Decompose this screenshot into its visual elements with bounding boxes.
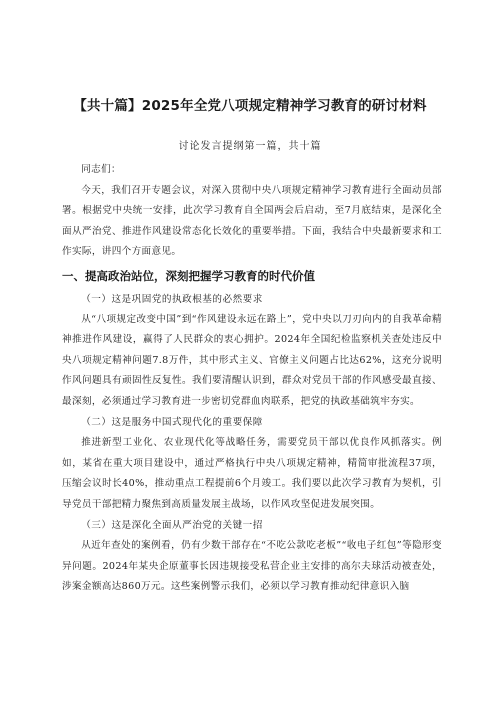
document-subtitle: 讨论发言提纲第一篇，共十篇 [178, 141, 322, 152]
greeting: 同志们： [81, 164, 121, 175]
intro-paragraph: 今天，我们召开专题会议，对深入贯彻中央八项规定精神学习教育进行全面动员部署。根据党中央统一安排，此次学习教育自全国两会后启动，至7月底结束，是深化全面从严治党、推进作风建设常态化长效化的重要举措。下面，我结合中央最新要求和工作实际，讲四个方面意见。 [62, 184, 442, 257]
document-body [62, 160, 442, 598]
section-1-heading: 一、提高政治站位，深刻把握学习教育的时代价值 [62, 268, 315, 283]
subsection-3-heading: （三）这是深化全面从严治党的关键一招 [81, 520, 263, 531]
subsection-1-heading: （一）这是巩固党的执政根基的必然要求 [81, 293, 263, 305]
subsection-2-heading: （二）这是服务中国式现代化的重要保障 [81, 417, 263, 428]
document-title: 【共十篇】2025年全党八项规定精神学习教育的研讨材料 [73, 98, 427, 114]
subsection-2-paragraph: 推进新型工业化、农业现代化等战略任务，需要党员干部以优良作风抓落实。例如，某省在重大项目建设中，通过严格执行中央八项规定精神，精简审批流程37项，压缩会议时长40%，推动重点工程提前6个月竣工。我们要以此次学习教育为契机，引导党员干部把精力聚焦到高质量发展主战场，以作风攻坚促进发展突围。 [62, 437, 442, 510]
subsection-1-paragraph: 从“八项规定改变中国”到“作风建设永远在路上”，党中央以刀刃向内的自我革命精神推进作风建设，赢得了人民群众的衷心拥护。2024年全国纪检监察机关查处违反中央八项规定精神问题7.8万件，其中形式主义、官僚主义问题占比达62%，这充分说明作风问题具有顽固性反复性。我们要清醒认识到，群众对党员干部的作风感受最直接、最深刻，必须通过学习教育进一步密切党群血肉联系，把党的执政基础筑牢夯实。 [62, 313, 442, 407]
subsection-3-paragraph: 从近年查处的案例看，仍有少数干部存在“不吃公款吃老板”“收电子红包”等隐形变异问题。2024年某央企原董事长因违规接受私营企业主安排的高尔夫球活动被查处，涉案金额高达860万元。这些案例警示我们，必须以学习教育推动纪律意识入脑 [62, 540, 442, 592]
